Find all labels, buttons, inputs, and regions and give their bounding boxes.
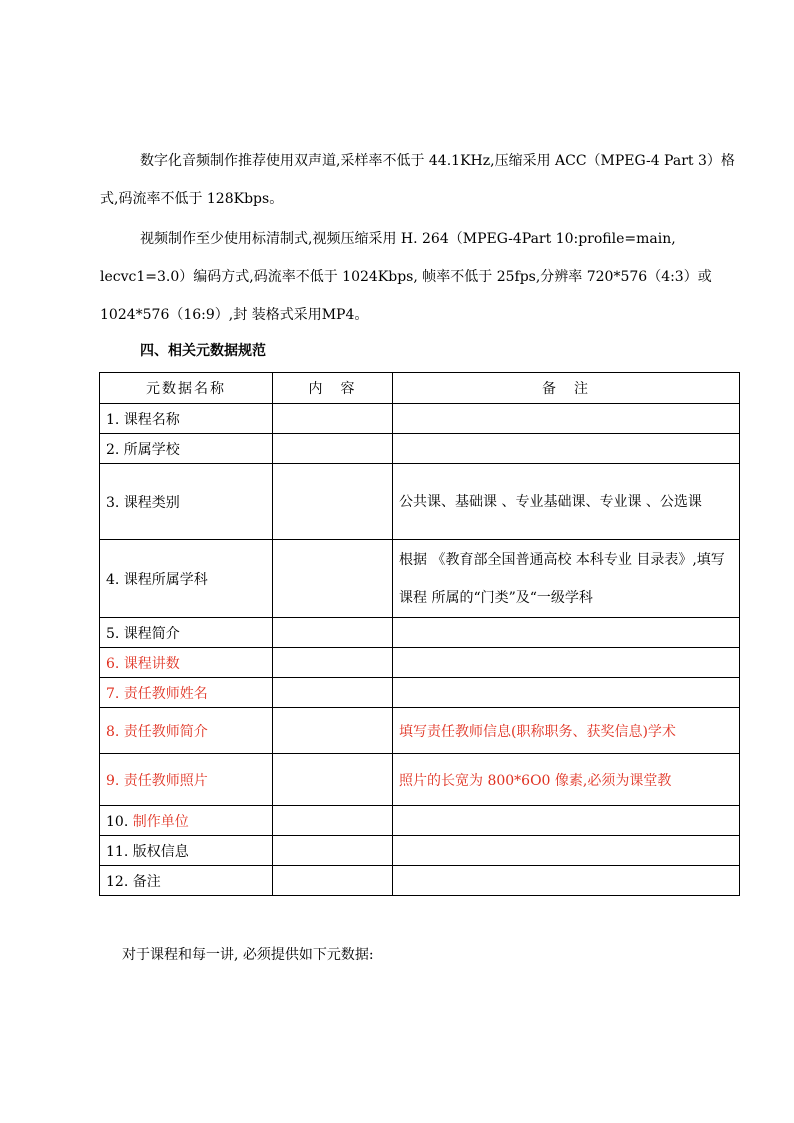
section-heading: 四、相关元数据规范 xyxy=(140,343,266,359)
row-note xyxy=(393,648,740,678)
video-spec-paragraph: 视频制作至少使用标清制式,视频压缩采用 H. 264（MPEG-4Part 10:profile=main, lecvc1=3.0）编码方式,码流率不低于 1024Kbps, 帧率不低于 25fps,分辨率 720*576（4:3）或 1024*576（16:9）,封 装格式采用MP4。 xyxy=(100,231,712,323)
row-content[interactable] xyxy=(273,708,393,754)
row-name: 4. 课程所属学科 xyxy=(100,540,273,618)
row-note xyxy=(393,806,740,836)
row-content[interactable] xyxy=(273,866,393,896)
table-row xyxy=(100,464,740,540)
row-content[interactable] xyxy=(273,806,393,836)
row-content[interactable] xyxy=(273,836,393,866)
row-note: 填写责任教师信息(职称职务、获奖信息)学术 xyxy=(393,708,740,754)
row-note xyxy=(393,836,740,866)
row-note xyxy=(393,618,740,648)
row-name: 8. 责任教师简介 xyxy=(100,708,273,754)
footer-text: 对于课程和每一讲, 必须提供如下元数据: xyxy=(122,947,374,963)
row-content[interactable] xyxy=(273,464,393,540)
metadata-table xyxy=(99,372,740,896)
row-content[interactable] xyxy=(273,618,393,648)
row-content[interactable] xyxy=(273,540,393,618)
row-content[interactable] xyxy=(273,434,393,464)
row-name: 3. 课程类别 xyxy=(100,464,273,540)
row-content[interactable] xyxy=(273,404,393,434)
table-row xyxy=(100,708,740,754)
audio-spec-paragraph: 数字化音频制作推荐使用双声道,采样率不低于 44.1KHz,压缩采用 ACC（MPEG-4 Part 3）格式,码流率不低于 128Kbps。 xyxy=(100,153,735,207)
table-header-row xyxy=(100,373,740,404)
row-name: 11. 版权信息 xyxy=(100,836,273,866)
header-content: 内 容 xyxy=(273,373,393,404)
row-name: 6. 课程讲数 xyxy=(100,648,273,678)
row-note: 公共课、基础课 、专业基础课、专业课 、公选课 xyxy=(393,464,740,540)
row-content[interactable] xyxy=(273,754,393,806)
row-note xyxy=(393,678,740,708)
table-row xyxy=(100,866,740,896)
row-note xyxy=(393,434,740,464)
table-row xyxy=(100,806,740,836)
table-row xyxy=(100,648,740,678)
row-name: 12. 备注 xyxy=(100,866,273,896)
row-name xyxy=(100,806,273,836)
table-row xyxy=(100,540,740,618)
row-note: 照片的长宽为 800*6O0 像素,必须为课堂教 xyxy=(393,754,740,806)
table-row xyxy=(100,434,740,464)
row-note: 根据 《教育部全国普通高校 本科专业 目录表》,填写课程 所属的“门类”及“一级学科 xyxy=(393,540,740,618)
row-name-number: 10. xyxy=(106,813,133,830)
header-note: 备 注 xyxy=(393,373,740,404)
row-content[interactable] xyxy=(273,648,393,678)
table-row xyxy=(100,754,740,806)
row-name-text: 制作单位 xyxy=(132,813,189,830)
table-row xyxy=(100,836,740,866)
row-note xyxy=(393,866,740,896)
table-row xyxy=(100,678,740,708)
row-name: 7. 责任教师姓名 xyxy=(100,678,273,708)
header-name: 元数据名称 xyxy=(100,373,273,404)
table-row xyxy=(100,618,740,648)
row-name: 1. 课程名称 xyxy=(100,404,273,434)
row-note xyxy=(393,404,740,434)
row-name: 2. 所属学校 xyxy=(100,434,273,464)
row-name: 5. 课程简介 xyxy=(100,618,273,648)
row-name: 9. 责任教师照片 xyxy=(100,754,273,806)
row-content[interactable] xyxy=(273,678,393,708)
table-row xyxy=(100,404,740,434)
